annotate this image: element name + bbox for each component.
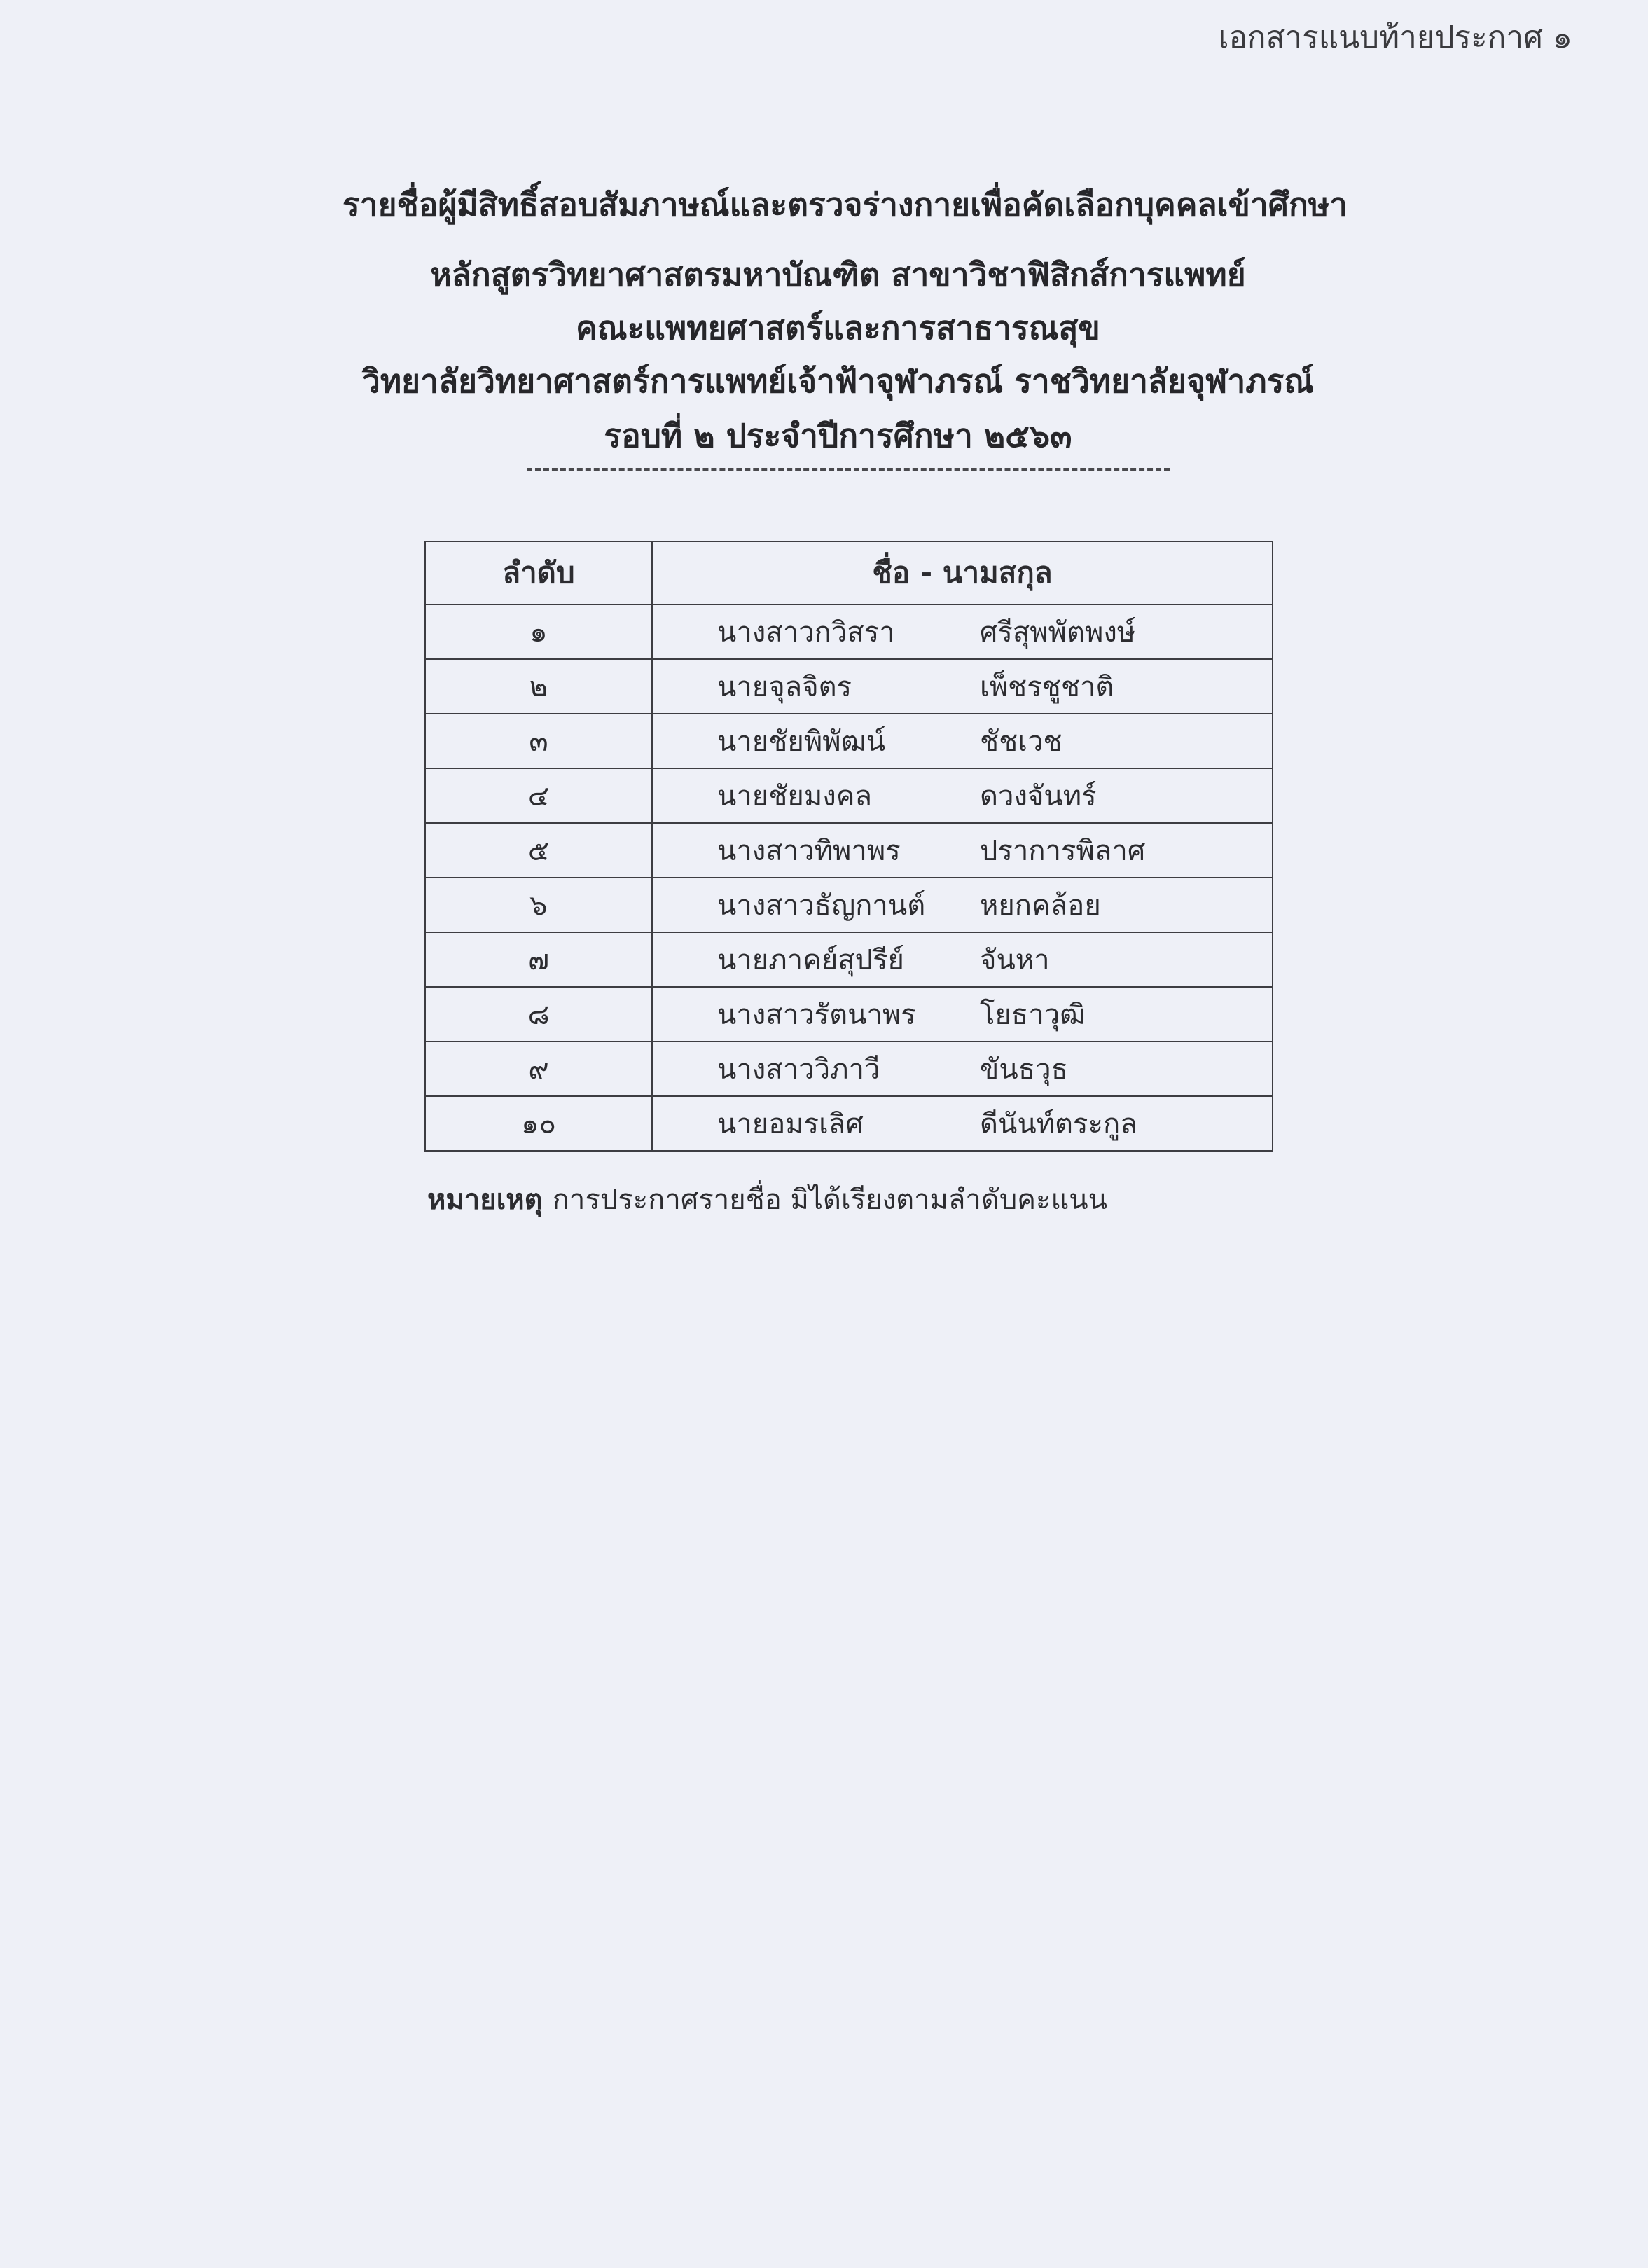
table-row [425,823,1273,878]
last-name: โยธาวุฒิ [980,999,1086,1031]
college-name: วิทยาลัยวิทยาศาสตร์การแพทย์เจ้าฟ้าจุฬาภรณ์ ราชวิทยาลัยจุฬาภรณ์ [362,362,1314,400]
row-number: ๓ [425,714,652,768]
last-name: ดวงจันทร์ [980,780,1097,813]
row-full-name [652,659,1273,714]
row-number: ๑ [425,604,652,659]
round-year: รอบที่ ๒ ประจำปีการศึกษา ๒๕๖๓ [604,417,1072,455]
last-name: ดีนันท์ตระกูล [980,1108,1137,1140]
header-name: ชื่อ - นามสกุล [652,541,1273,604]
faculty-name: คณะแพทยศาสตร์และการสาธารณสุข [576,309,1100,347]
last-name: จันหา [980,944,1050,976]
row-number: ๔ [425,768,652,823]
table-row [425,768,1273,823]
last-name: ขันธวุธ [980,1053,1068,1086]
row-number: ๑๐ [425,1096,652,1151]
first-name: นายภาคย์สุปรีย์ [717,944,904,976]
first-name: นางสาวธัญกานต์ [717,890,926,922]
table-header-row [425,541,1273,604]
row-full-name [652,604,1273,659]
dashed-divider [527,468,1170,471]
first-name: นางสาวรัตนาพร [717,999,916,1031]
table-row [425,932,1273,987]
last-name: ปราการพิลาศ [980,835,1146,867]
first-name: นายชัยมงคล [717,780,872,813]
row-full-name [652,714,1273,768]
document-title: รายชื่อผู้มีสิทธิ์สอบสัมภาษณ์และตรวจร่างกายเพื่อคัดเลือกบุคคลเข้าศึกษา [342,186,1348,223]
row-full-name [652,1096,1273,1151]
row-full-name [652,987,1273,1042]
row-number: ๗ [425,932,652,987]
row-number: ๒ [425,659,652,714]
remark-label: หมายเหตุ [427,1184,543,1216]
remark-note [427,1177,1107,1222]
row-number: ๕ [425,823,652,878]
header-number: ลำดับ [425,541,652,604]
table-row [425,1096,1273,1151]
row-full-name [652,878,1273,932]
row-full-name [652,1042,1273,1096]
last-name: เพ็ชรชูชาติ [980,671,1114,703]
row-number: ๙ [425,1042,652,1096]
first-name: นายชัยพิพัฒน์ [717,726,886,758]
program-name: หลักสูตรวิทยาศาสตรมหาบัณฑิต สาขาวิชาฟิสิกส์การแพทย์ [430,256,1246,293]
annex-label: เอกสารแนบท้ายประกาศ ๑ [1218,20,1572,55]
first-name: นางสาวกวิสรา [717,616,895,649]
last-name: ชัชเวช [980,726,1062,758]
first-name: นายอมรเลิศ [717,1108,864,1140]
last-name: หยกคล้อย [980,890,1101,922]
row-full-name [652,932,1273,987]
first-name: นางสาวทิพาพร [717,835,901,867]
row-number: ๖ [425,878,652,932]
row-full-name [652,823,1273,878]
table-row [425,878,1273,932]
last-name: ศรีสุพพัตพงษ์ [980,616,1136,649]
table-row [425,604,1273,659]
first-name: นายจุลจิตร [717,671,852,703]
table-row [425,1042,1273,1096]
first-name: นางสาววิภาวี [717,1053,880,1086]
row-number: ๘ [425,987,652,1042]
table-row [425,714,1273,768]
remark-text: การประกาศรายชื่อ มิได้เรียงตามลำดับคะแนน [552,1184,1107,1216]
row-full-name [652,768,1273,823]
table-row [425,987,1273,1042]
candidate-table [424,541,1273,1152]
table-row [425,659,1273,714]
